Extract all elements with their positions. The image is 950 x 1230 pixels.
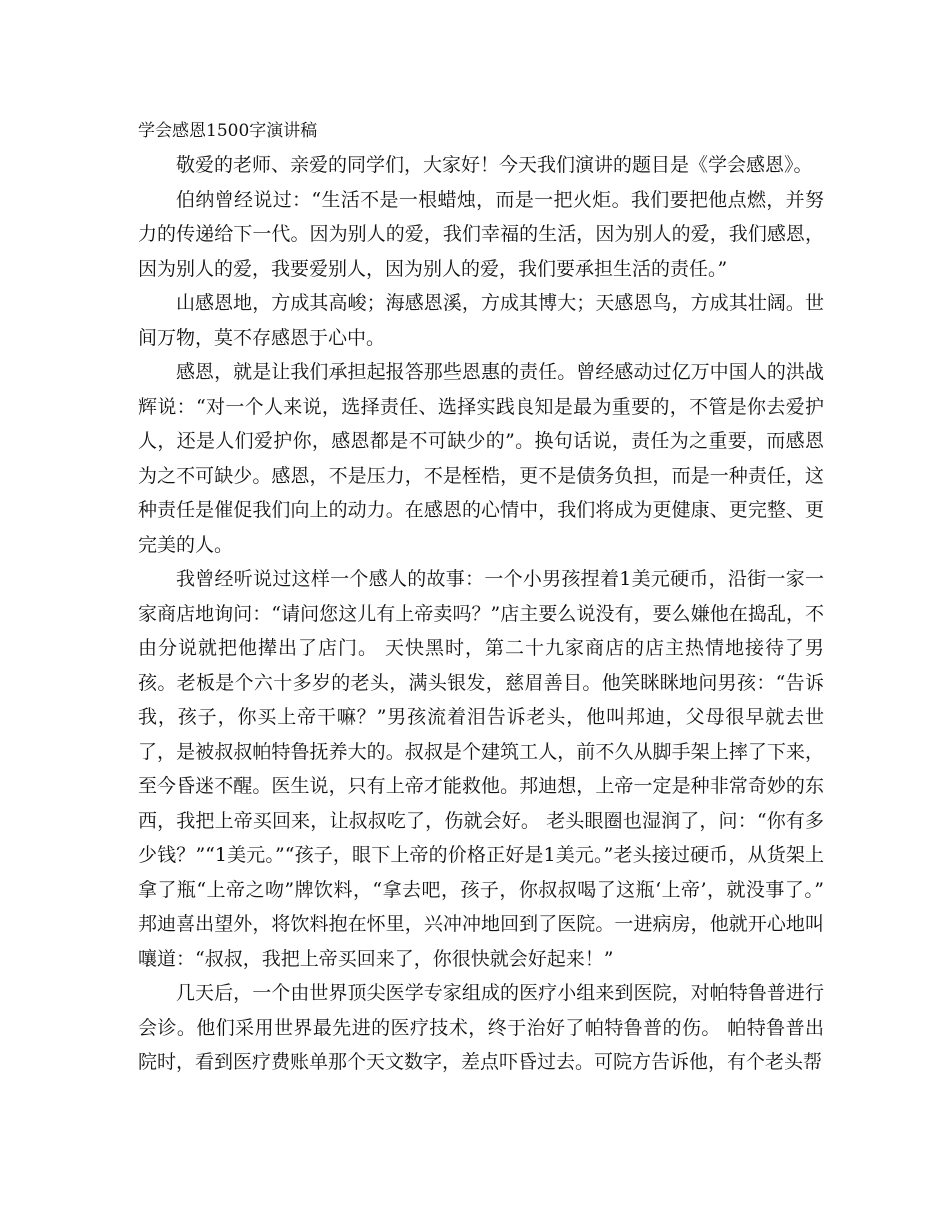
paragraph-story: 我曾经听说过这样一个感人的故事：一个小男孩捏着1美元硬币，沿街一家一家商店地询问：“请问您这儿有上帝卖吗？”店主要么说没有，要么嫌他在捣乱，不由分说就把他撵出了店门。 天快黑时，第二十九家商店的店主热情地接待了男孩。老板是个六十多岁的老头，满头银发，慈眉善目。他笑眯眯地问男孩：“告诉我，孩子，你买上帝干嘛？”男孩流着泪告诉老头，他叫邦迪，父母很早就去世了，是被叔叔帕特鲁抚养大的。叔叔是个建筑工人，前不久从脚手架上摔了下来，至今昏迷不醒。医生说，只有上帝才能救他。邦迪想，上帝一定是种非常奇妙的东西，我把上帝买回来，让叔叔吃了，伤就会好。 老头眼圈也湿润了，问：“你有多少钱？”“1美元。”“孩子，眼下上帝的价格正好是1美元。”老头接过硬币，从货架上拿了瓶“上帝之吻”牌饮料，“拿去吧，孩子，你叔叔喝了这瓶‘上帝’，就没事了。” 邦迪喜出望外，将饮料抱在怀里，兴冲冲地回到了医院。一进病房，他就开心地叫嚷道：“叔叔，我把上帝买回来了，你很快就会好起来！” — [138, 568, 824, 970]
paragraph-nature: 山感恩地，方成其高峻；海感恩溪，方成其博大；天感恩鸟，方成其壮阔。世间万物，莫不存感恩于心中。 — [138, 292, 824, 349]
document-title: 学会感恩1500字演讲稿 — [138, 121, 318, 141]
paragraph-story-continued: 几天后，一个由世界顶尖医学专家组成的医疗小组来到医院，对帕特鲁普进行会诊。他们采用世界最先进的医疗技术，终于治好了帕特鲁普的伤。 帕特鲁普出院时，看到医疗费账单那个天文数字，差点吓昏过去。可院方告诉他，有个老头帮 — [138, 982, 824, 1073]
paragraph-quote-berna: 伯纳曾经说过：“生活不是一根蜡烛，而是一把火炬。我们要把他点燃，并努力的传递给下一代。因为别人的爱，我们幸福的生活，因为别人的爱，我们感恩，因为别人的爱，我要爱别人，因为别人的爱，我们要承担生活的责任。” — [138, 188, 824, 280]
document-body — [138, 114, 824, 1080]
paragraph-greeting: 敬爱的老师、亲爱的同学们，大家好！今天我们演讲的题目是《学会感恩》。 — [176, 154, 813, 176]
paragraph-responsibility: 感恩，就是让我们承担起报答那些恩惠的责任。曾经感动过亿万中国人的洪战辉说：“对一个人来说，选择责任、选择实践良知是最为重要的，不管是你去爱护人，还是人们爱护你，感恩都是不可缺少的”。换句话说，责任为之重要，而感恩为之不可缺少。感恩，不是压力，不是桎梏，更不是债务负担，而是一种责任，这种责任是催促我们向上的动力。在感恩的心情中，我们将成为更健康、更完整、更完美的人。 — [138, 361, 824, 556]
